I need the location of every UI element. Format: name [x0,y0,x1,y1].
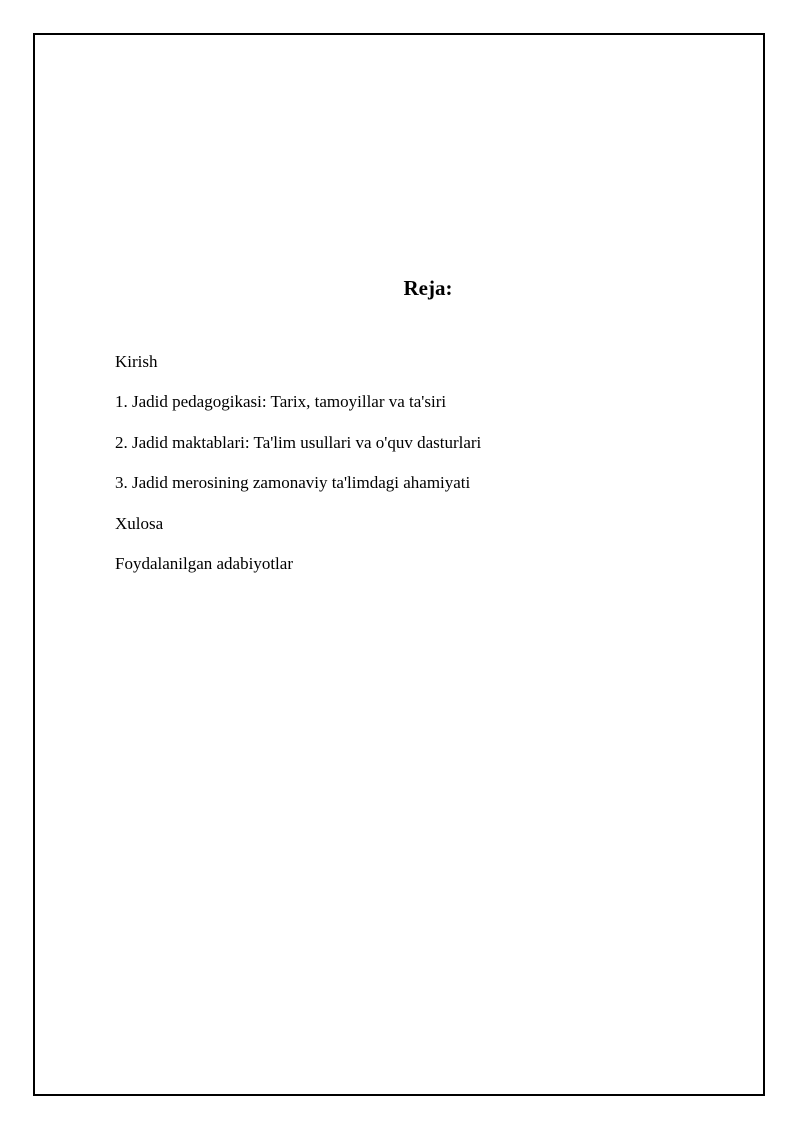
toc-item-3: 3. Jadid merosining zamonaviy ta'limdagi ahamiyati [115,473,471,493]
toc-item-2: 2. Jadid maktablari: Ta'lim usullari va o'quv dasturlari [115,432,482,452]
toc-item-introduction: Kirish [115,352,158,371]
toc-item-1: 1. Jadid pedagogikasi: Tarix, tamoyillar va ta'siri [115,392,447,412]
toc-item-conclusion: Xulosa [115,513,164,533]
table-of-contents [115,350,481,592]
toc-item-references: Foydalanilgan adabiyotlar [115,553,293,573]
page-title: Reja: [403,276,453,300]
